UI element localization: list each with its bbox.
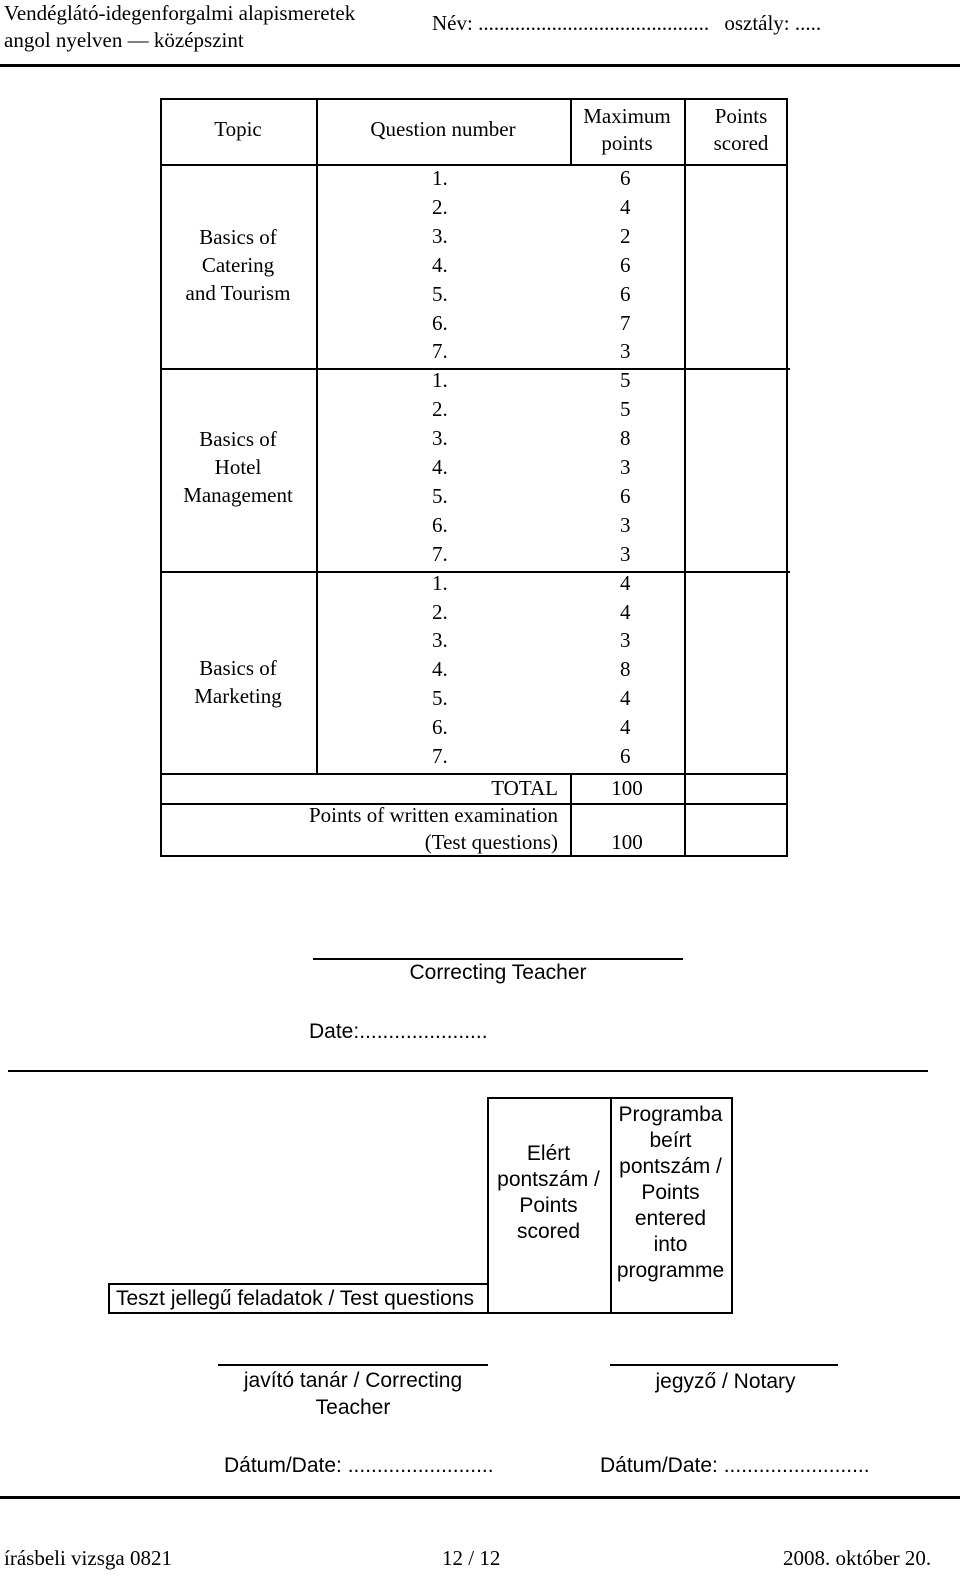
question-number-cell: 4. [432, 455, 448, 479]
class-field-label: osztály: ..... [724, 11, 822, 35]
points-scored-header-line: pontszám / [497, 1168, 600, 1191]
max-points-cell: 3 [620, 512, 631, 537]
question-number-cell: 5. [432, 483, 448, 508]
max-points-cell: 3 [620, 628, 631, 653]
total-value: 100 [611, 775, 643, 800]
level-subtitle: angol nyelven — középszint [4, 28, 244, 52]
max-points-cell: 3 [620, 455, 631, 479]
col-divider-topic [316, 98, 318, 773]
max-points-cell: 6 [620, 744, 631, 768]
question-number-cell: 1. [432, 570, 448, 595]
header-right [432, 11, 821, 36]
max-points-cell: 4 [620, 686, 631, 711]
question-number-cell: 4. [432, 657, 448, 682]
header-question-number: Question number [370, 117, 516, 141]
correcting-teacher-label-hu [218, 1367, 488, 1421]
max-points-cell: 4 [620, 570, 631, 595]
points-entered-header-line: into [653, 1233, 688, 1256]
max-points-cell: 4 [620, 194, 631, 219]
question-number-cell: 7. [432, 541, 448, 566]
header-max-points-2: points [601, 131, 653, 155]
summary-col-line [108, 1283, 110, 1312]
col-divider-max [684, 98, 686, 857]
question-number-cell: 6. [432, 310, 448, 335]
subject-title: Vendéglátó-idegenforgalmi alapismeretek [4, 1, 356, 25]
section-divider-rule [160, 368, 790, 370]
question-number-cell: 1. [432, 166, 448, 190]
max-points-cell: 4 [620, 599, 631, 624]
header-left [4, 0, 355, 54]
notary-signature-line [610, 1364, 838, 1366]
header-bottom-rule [160, 164, 788, 166]
max-points-cell: 5 [620, 368, 631, 393]
footer-rule [0, 1496, 960, 1499]
max-points-cell: 6 [620, 252, 631, 277]
header-topic: Topic [214, 117, 262, 141]
header-points-scored-2: scored [713, 131, 769, 155]
max-points-cell: 6 [620, 483, 631, 508]
question-number-cell: 5. [432, 686, 448, 711]
footer-date: 2008. október 20. [783, 1546, 932, 1570]
points-scored-header-line: Points [519, 1194, 578, 1217]
section-1-topic-line: and Tourism [185, 281, 291, 306]
date-right-label: Dátum/Date: ......................... [600, 1454, 870, 1477]
question-number-cell: 3. [432, 426, 448, 451]
max-points-cell: 4 [620, 715, 631, 740]
notary-label: jegyző / Notary [655, 1370, 796, 1393]
max-points-cell: 3 [620, 339, 631, 364]
summary-top-rule [487, 1097, 733, 1099]
summary-col-line [731, 1097, 733, 1312]
max-points-cell: 8 [620, 657, 631, 682]
question-number-cell: 3. [432, 628, 448, 653]
question-number-cell: 2. [432, 194, 448, 219]
question-number-cell: 5. [432, 281, 448, 306]
max-points-cell: 5 [620, 397, 631, 422]
footer-page: 12 / 12 [442, 1546, 501, 1570]
footer-exam: írásbeli vizsga 0821 [4, 1546, 172, 1570]
points-entered-header-line: Programba [618, 1103, 723, 1126]
name-field-label: Név: ............................................ [432, 11, 710, 35]
header-rule [0, 64, 960, 67]
max-points-cell: 8 [620, 426, 631, 451]
correcting-teacher-line-1: javító tanár / Correcting [243, 1369, 463, 1392]
section-divider [8, 1070, 928, 1072]
section-2-topic-line: Hotel [214, 455, 262, 480]
points-scored-header-line: Elért [526, 1142, 571, 1165]
correcting-teacher-label: Correcting Teacher [409, 961, 587, 984]
teacher-signature-line [218, 1364, 488, 1366]
question-number-cell: 2. [432, 397, 448, 422]
section-1-topic-line: Catering [201, 253, 275, 278]
max-points-cell: 6 [620, 166, 631, 190]
points-entered-header-line: pontszám / [619, 1155, 722, 1178]
section-3-topic-line: Basics of [199, 655, 277, 680]
section-2-topic-line: Management [183, 483, 293, 508]
max-points-cell: 2 [620, 223, 631, 248]
max-points-cell: 6 [620, 281, 631, 306]
header-max-points-1: Maximum [583, 104, 671, 128]
points-entered-header-line: entered [634, 1207, 707, 1230]
test-questions-row-label: Teszt jellegű feladatok / Test questions [116, 1287, 474, 1310]
date-left-label: Dátum/Date: ......................... [224, 1454, 494, 1477]
question-number-cell: 4. [432, 252, 448, 277]
header-points-scored-1: Points [714, 104, 768, 128]
written-exam-value: 100 [611, 829, 643, 854]
question-number-cell: 3. [432, 223, 448, 248]
section-3-topic-line: Marketing [194, 683, 282, 708]
points-entered-header-line: beírt [649, 1129, 692, 1152]
written-exam-label-2: (Test questions) [424, 829, 558, 854]
max-points-cell: 7 [620, 310, 631, 335]
total-label: TOTAL [491, 775, 558, 800]
points-entered-input-cell[interactable] [610, 1283, 731, 1312]
max-points-cell: 3 [620, 541, 631, 566]
section-2-topic-line: Basics of [199, 427, 277, 452]
section-1-topic-line: Basics of [199, 225, 277, 250]
date-label: Date:...................... [309, 1020, 488, 1043]
written-exam-label-1: Points of written examination [308, 802, 558, 827]
points-entered-header-line: Points [641, 1181, 700, 1204]
points-scored-input-cell[interactable] [487, 1283, 610, 1312]
question-number-cell: 6. [432, 715, 448, 740]
question-number-cell: 6. [432, 512, 448, 537]
points-entered-header-line: programme [616, 1259, 725, 1282]
question-number-cell: 7. [432, 744, 448, 768]
correcting-teacher-line-2: Teacher [315, 1396, 391, 1419]
question-number-cell: 2. [432, 599, 448, 624]
question-number-cell: 1. [432, 368, 448, 393]
section-divider-rule [160, 571, 790, 573]
points-scored-header-line: scored [516, 1220, 581, 1243]
question-number-cell: 7. [432, 339, 448, 364]
